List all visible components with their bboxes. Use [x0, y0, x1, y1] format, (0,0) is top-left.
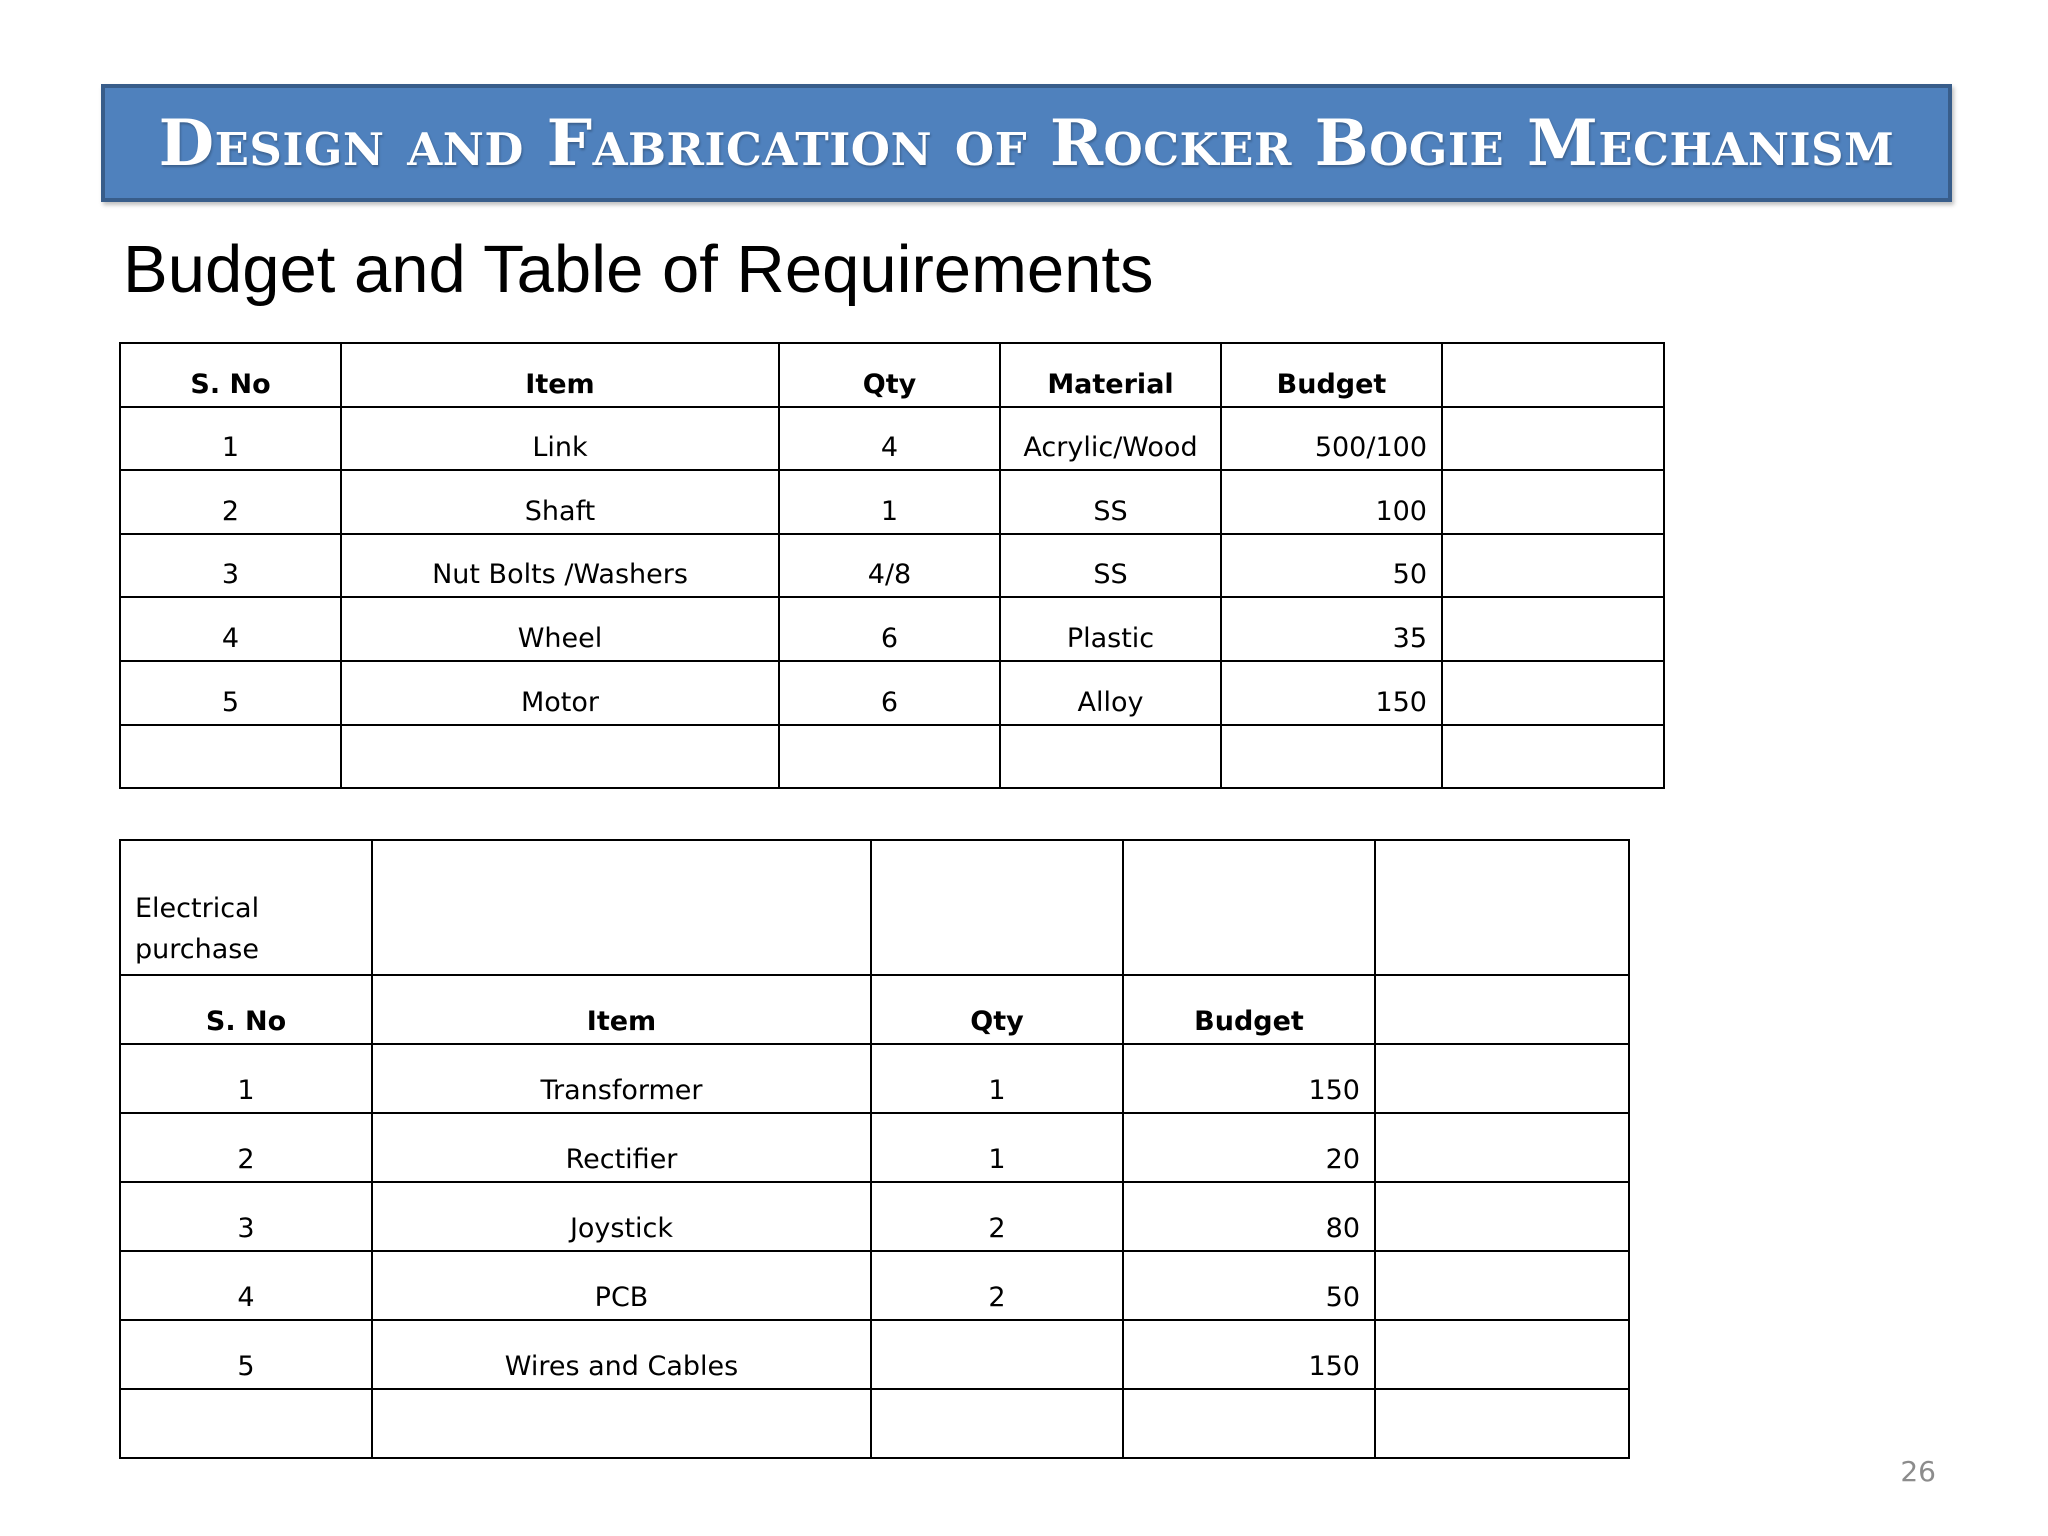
table-cell: PCB: [372, 1251, 871, 1320]
header-cell: Qty: [871, 975, 1123, 1044]
table-cell: [120, 1389, 372, 1458]
table-row: [120, 534, 1664, 598]
table-cell: [372, 840, 871, 975]
table-cell: [871, 1320, 1123, 1389]
table-cell: [1375, 1113, 1629, 1182]
table-cell: 100: [1221, 470, 1442, 534]
table-cell: [372, 1389, 871, 1458]
table-row: [120, 1182, 1629, 1251]
table-cell: 6: [779, 661, 1000, 725]
table-cell: 500/100: [1221, 407, 1442, 471]
table-row: [120, 1320, 1629, 1389]
banner-title: Design and Fabrication of Rocker Bogie Mechanism: [158, 105, 1895, 181]
table-cell: [871, 840, 1123, 975]
table-cell: Wheel: [341, 597, 779, 661]
title-banner: [101, 84, 1952, 202]
table-cell: 2: [871, 1182, 1123, 1251]
table-cell: 4: [120, 1251, 372, 1320]
table-cell: [1442, 407, 1664, 471]
table-cell: [1375, 840, 1629, 975]
table-cell: Nut Bolts /Washers: [341, 534, 779, 598]
table-cell: 2: [120, 470, 341, 534]
table-cell: [1442, 725, 1664, 789]
table-cell: 1: [779, 470, 1000, 534]
table-row: [120, 725, 1664, 789]
table-cell: 50: [1221, 534, 1442, 598]
table-cell: [1123, 1389, 1375, 1458]
header-cell: Material: [1000, 343, 1221, 407]
table-cell: 1: [871, 1113, 1123, 1182]
table-row: [120, 597, 1664, 661]
table-cell: 2: [120, 1113, 372, 1182]
table-cell: 4: [779, 407, 1000, 471]
header-cell: Budget: [1123, 975, 1375, 1044]
table-header-row: [120, 343, 1664, 407]
table-cell: Transformer: [372, 1044, 871, 1113]
table-cell: Alloy: [1000, 661, 1221, 725]
table-cell: [120, 725, 341, 789]
table-row: [120, 661, 1664, 725]
header-cell: S. No: [120, 975, 372, 1044]
table-cell: SS: [1000, 470, 1221, 534]
table-cell: 35: [1221, 597, 1442, 661]
table-cell: 6: [779, 597, 1000, 661]
table-cell: 3: [120, 534, 341, 598]
table-cell: Shaft: [341, 470, 779, 534]
table-cell: [779, 725, 1000, 789]
table-cell: [1375, 1320, 1629, 1389]
table-cell: [1000, 725, 1221, 789]
table-cell: 4: [120, 597, 341, 661]
page-number: 26: [1900, 1455, 1936, 1488]
table-cell: [341, 725, 779, 789]
table-cell: [1123, 840, 1375, 975]
table-cell: SS: [1000, 534, 1221, 598]
table-cell: 2: [871, 1251, 1123, 1320]
mechanical-requirements-table: [119, 342, 1665, 789]
table-cell: Acrylic/Wood: [1000, 407, 1221, 471]
table-cell: 150: [1221, 661, 1442, 725]
header-cell: Item: [341, 343, 779, 407]
table-row: [120, 1044, 1629, 1113]
table-cell: [1375, 1182, 1629, 1251]
table-cell: Rectifier: [372, 1113, 871, 1182]
table-cell: 5: [120, 661, 341, 725]
table-cell: 50: [1123, 1251, 1375, 1320]
table-cell: 150: [1123, 1320, 1375, 1389]
table-cell: [1375, 1044, 1629, 1113]
table-cell: [1442, 597, 1664, 661]
table-cell: Motor: [341, 661, 779, 725]
table-group-row: [120, 840, 1629, 975]
table-cell: 80: [1123, 1182, 1375, 1251]
slide-subtitle: Budget and Table of Requirements: [123, 232, 1154, 307]
table-cell: 1: [120, 1044, 372, 1113]
table-cell: 4/8: [779, 534, 1000, 598]
table-cell: [1442, 534, 1664, 598]
table-cell: Wires and Cables: [372, 1320, 871, 1389]
header-cell: S. No: [120, 343, 341, 407]
table-cell: [1375, 1389, 1629, 1458]
table-cell: [871, 1389, 1123, 1458]
table-cell: 20: [1123, 1113, 1375, 1182]
table-row: [120, 1389, 1629, 1458]
header-cell: Item: [372, 975, 871, 1044]
table-cell: [1442, 470, 1664, 534]
table-row: [120, 407, 1664, 471]
header-cell: [1375, 975, 1629, 1044]
header-cell: Qty: [779, 343, 1000, 407]
table-cell: 1: [120, 407, 341, 471]
table-cell: Plastic: [1000, 597, 1221, 661]
table-header-row: [120, 975, 1629, 1044]
table-cell: 1: [871, 1044, 1123, 1113]
group-label-cell: Electrical purchase: [120, 840, 372, 975]
table-cell: [1442, 661, 1664, 725]
table-row: [120, 1113, 1629, 1182]
table-cell: Joystick: [372, 1182, 871, 1251]
header-cell: [1442, 343, 1664, 407]
table-cell: 150: [1123, 1044, 1375, 1113]
table-cell: 5: [120, 1320, 372, 1389]
table-cell: 3: [120, 1182, 372, 1251]
table-row: [120, 1251, 1629, 1320]
table-cell: Link: [341, 407, 779, 471]
electrical-purchase-table: [119, 839, 1630, 1459]
header-cell: Budget: [1221, 343, 1442, 407]
table-cell: [1221, 725, 1442, 789]
table-cell: [1375, 1251, 1629, 1320]
table-row: [120, 470, 1664, 534]
